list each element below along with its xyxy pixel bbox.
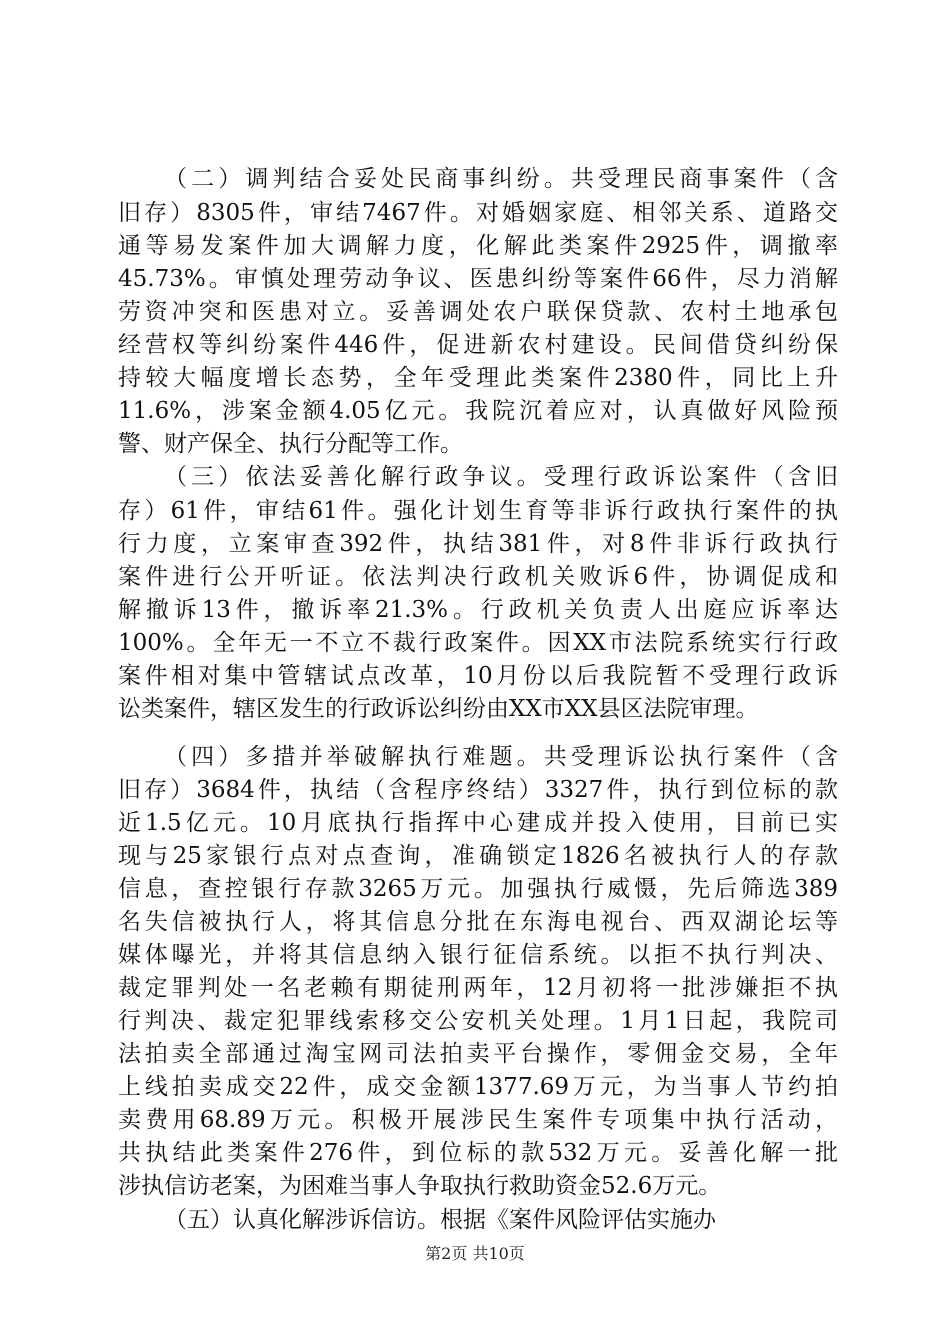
text-line: 行力度，立案审查392件，执结381件，对8件非诉行政执行 [118, 531, 838, 557]
text-line: 通等易发案件加大调解力度，化解此类案件2925件，调撤率 [118, 233, 838, 259]
text-line: 11.6%，涉案金额4.05亿元。我院沉着应对，认真做好风险预 [118, 398, 838, 424]
paragraph-heading-line: （四）多措并举破解执行难题。共受理诉讼执行案件（含 [164, 744, 838, 770]
text-line: 经营权等纠纷案件446件，促进新农村建设。民间借贷纠纷保 [118, 332, 838, 358]
text-line: 持较大幅度增长态势，全年受理此类案件2380件，同比上升 [118, 365, 838, 391]
text-line: 100%。全年无一不立不裁行政案件。因XX市法院系统实行行政 [118, 630, 838, 656]
paragraph-heading-line: （二）调判结合妥处民商事纠纷。共受理民商事案件（含 [164, 166, 838, 192]
text-line: 讼类案件，辖区发生的行政诉讼纠纷由XX市XX县区法院审理。 [118, 696, 759, 722]
page-footer: 第2页 共10页 [425, 1244, 525, 1263]
text-line: 警、财产保全、执行分配等工作。 [118, 431, 463, 457]
text-line: 劳资冲突和医患对立。妥善调处农户联保贷款、农村土地承包 [118, 299, 838, 325]
text-line: 近1.5亿元。10月底执行指挥中心建成并投入使用，目前已实 [118, 810, 838, 836]
text-line: 共执结此类案件276件，到位标的款532万元。妥善化解一批 [118, 1140, 838, 1166]
text-line: 现与25家银行点对点查询，准确锁定1826名被执行人的存款 [118, 843, 838, 869]
text-line: 名失信被执行人，将其信息分批在东海电视台、西双湖论坛等 [118, 909, 838, 935]
text-line: 解撤诉13件，撤诉率21.3%。行政机关负责人出庭应诉率达 [118, 597, 838, 623]
text-line: 案件进行公开听证。依法判决行政机关败诉6件，协调促成和 [118, 564, 838, 590]
text-line: 媒体曝光，并将其信息纳入银行征信系统。以拒不执行判决、 [118, 942, 838, 968]
text-line: 涉执信访老案，为困难当事人争取执行救助资金52.6万元。 [118, 1173, 722, 1199]
text-line: 裁定罪判处一名老赖有期徒刑两年，12月初将一批涉嫌拒不执 [118, 975, 838, 1001]
text-line: 45.73%。审慎处理劳动争议、医患纠纷等案件66件，尽力消解 [118, 266, 838, 292]
text-line: 上线拍卖成交22件，成交金额1377.69万元，为当事人节约拍 [118, 1074, 838, 1100]
paragraph-heading-line: （五）认真化解涉诉信访。根据《案件风险评估实施办 [164, 1207, 716, 1233]
text-line: 行判决、裁定犯罪线索移交公安机关处理。1月1日起，我院司 [118, 1008, 838, 1034]
text-line: 存）61件，审结61件。强化计划生育等非诉行政执行案件的执 [118, 498, 838, 524]
text-line: 旧存）3684件，执结（含程序终结）3327件，执行到位标的款 [118, 777, 838, 803]
text-line: 法拍卖全部通过淘宝网司法拍卖平台操作，零佣金交易，全年 [118, 1041, 838, 1067]
paragraph-heading-line: （三）依法妥善化解行政争议。受理行政诉讼案件（含旧 [164, 464, 838, 490]
text-line: 案件相对集中管辖试点改革，10月份以后我院暂不受理行政诉 [118, 663, 838, 689]
text-line: 信息，查控银行存款3265万元。加强执行威慑，先后筛选389 [118, 876, 838, 902]
text-line: 旧存）8305件，审结7467件。对婚姻家庭、相邻关系、道路交 [118, 200, 838, 226]
text-line: 卖费用68.89万元。积极开展涉民生案件专项集中执行活动， [118, 1107, 838, 1133]
